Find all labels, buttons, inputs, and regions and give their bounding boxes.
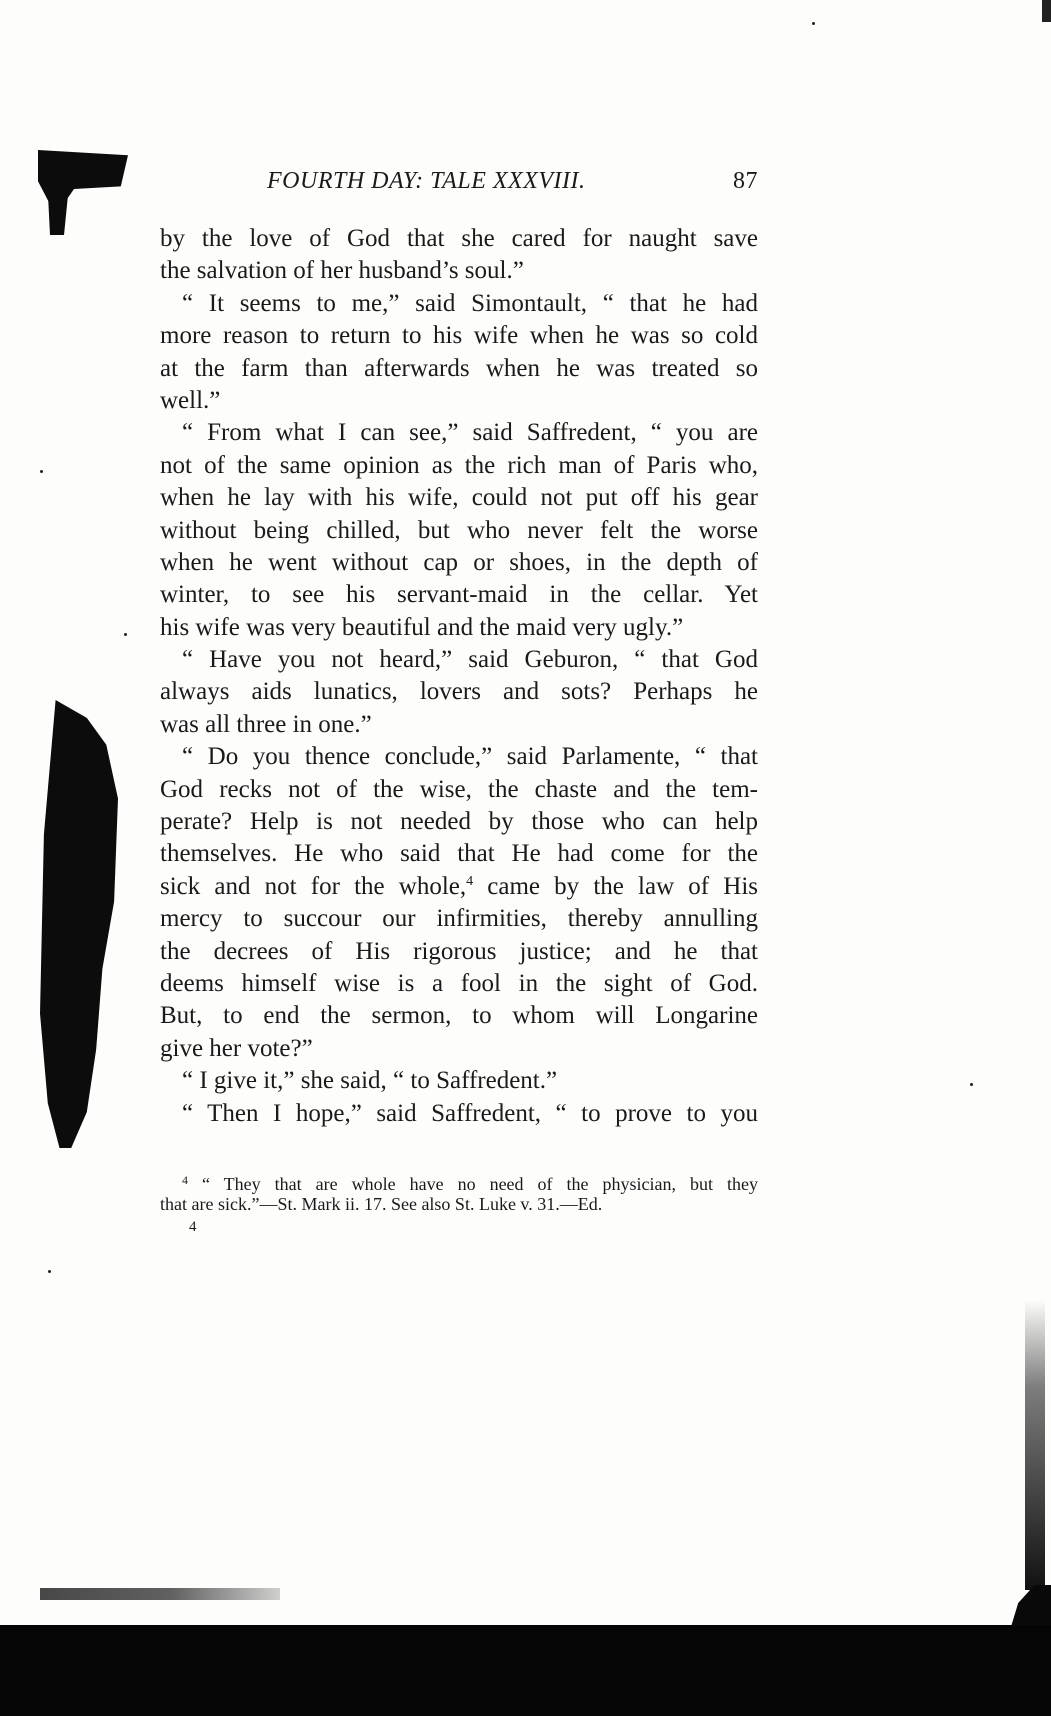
body-text (160, 223, 758, 1130)
footnote-number: 4 (182, 1173, 188, 1187)
text-line: by the love of God that she cared for naught save (160, 225, 758, 252)
text-line: “ Do you thence conclude,” said Parlamente, “ that (182, 743, 758, 771)
text-line: when he lay with his wife, could not put off his gear (160, 484, 758, 512)
text-line: at the farm than afterwards when he was treated so (160, 354, 758, 382)
scan-blot-bottom-right (1010, 1585, 1051, 1630)
text-line: God recks not of the wise, the chaste and the tem- (160, 775, 758, 803)
text-line: “ I give it,” she said, “ to Saffredent.” (182, 1067, 558, 1095)
text-line: winter, to see his servant-maid in the cellar. Yet (160, 581, 758, 609)
scan-streak-bottom-left (40, 1588, 280, 1600)
running-head-title: FOURTH DAY: TALE XXXVIII. (267, 168, 586, 194)
text-line: the decrees of His rigorous justice; and he that (160, 937, 758, 965)
text-line: “ Then I hope,” said Saffredent, “ to prove to you (182, 1099, 758, 1127)
text-line: “ It seems to me,” said Simontault, “ that he had (182, 289, 758, 317)
text-line: “ From what I can see,” said Saffredent, “ you are (182, 419, 758, 447)
footnote-line (160, 1174, 758, 1194)
text-line: perate? Help is not needed by those who can help (160, 808, 758, 836)
page-number: 87 (733, 168, 758, 194)
running-header (160, 162, 758, 202)
text-line-with-footnote-ref (160, 871, 758, 903)
text-fragment: came by the law of His (473, 872, 758, 900)
scan-shadow-left-margin (40, 700, 118, 1148)
text-line: his wife was very beautiful and the maid very ugly.” (160, 613, 684, 641)
text-line: more reason to return to his wife when he was so cold (160, 322, 758, 350)
scan-blot-top-right (1042, 0, 1051, 22)
footnote-text: “ They that are whole have no need of the physician, but they (202, 1174, 758, 1194)
footnote-reference[interactable]: 4 (466, 873, 474, 889)
scan-speck (48, 1270, 51, 1273)
footnote-line: that are sick.”—St. Mark ii. 17. See also St. Luke v. 31.—Ed. (160, 1194, 603, 1214)
text-line: without being chilled, but who never felt the worse (160, 516, 758, 544)
text-line: well.” (160, 386, 221, 414)
scan-blot-top-left (38, 150, 128, 202)
text-line: themselves. He who said that He had come for the (160, 840, 758, 868)
scan-shadow-bottom-edge (0, 1625, 1051, 1716)
text-line: was all three in one.” (160, 710, 372, 738)
text-line: give her vote?” (160, 1034, 313, 1062)
scan-speck (40, 470, 43, 473)
text-line: the salvation of her husband’s soul.” (160, 257, 524, 285)
scan-speck (124, 633, 127, 636)
text-line: always aids lunatics, lovers and sots? Perhaps he (160, 678, 758, 706)
footnote (160, 1174, 758, 1214)
scan-speck (970, 1083, 973, 1086)
printer-signature-mark: 4 (189, 1219, 197, 1235)
text-line: not of the same opinion as the rich man of Paris who, (160, 451, 758, 479)
text-fragment: sick and not for the whole, (160, 872, 467, 900)
text-line: deems himself wise is a fool in the sight of God. (160, 969, 758, 997)
text-line: mercy to succour our infirmities, thereby annulling (160, 905, 758, 933)
text-line: “ Have you not heard,” said Geburon, “ that God (182, 646, 758, 674)
scan-speck (812, 22, 815, 25)
scan-shadow-right-edge (1025, 1300, 1045, 1590)
text-line: when he went without cap or shoes, in the depth of (160, 548, 758, 576)
scan-blot-top-left-stem (48, 195, 68, 235)
text-line: But, to end the sermon, to whom will Longarine (160, 1002, 758, 1030)
